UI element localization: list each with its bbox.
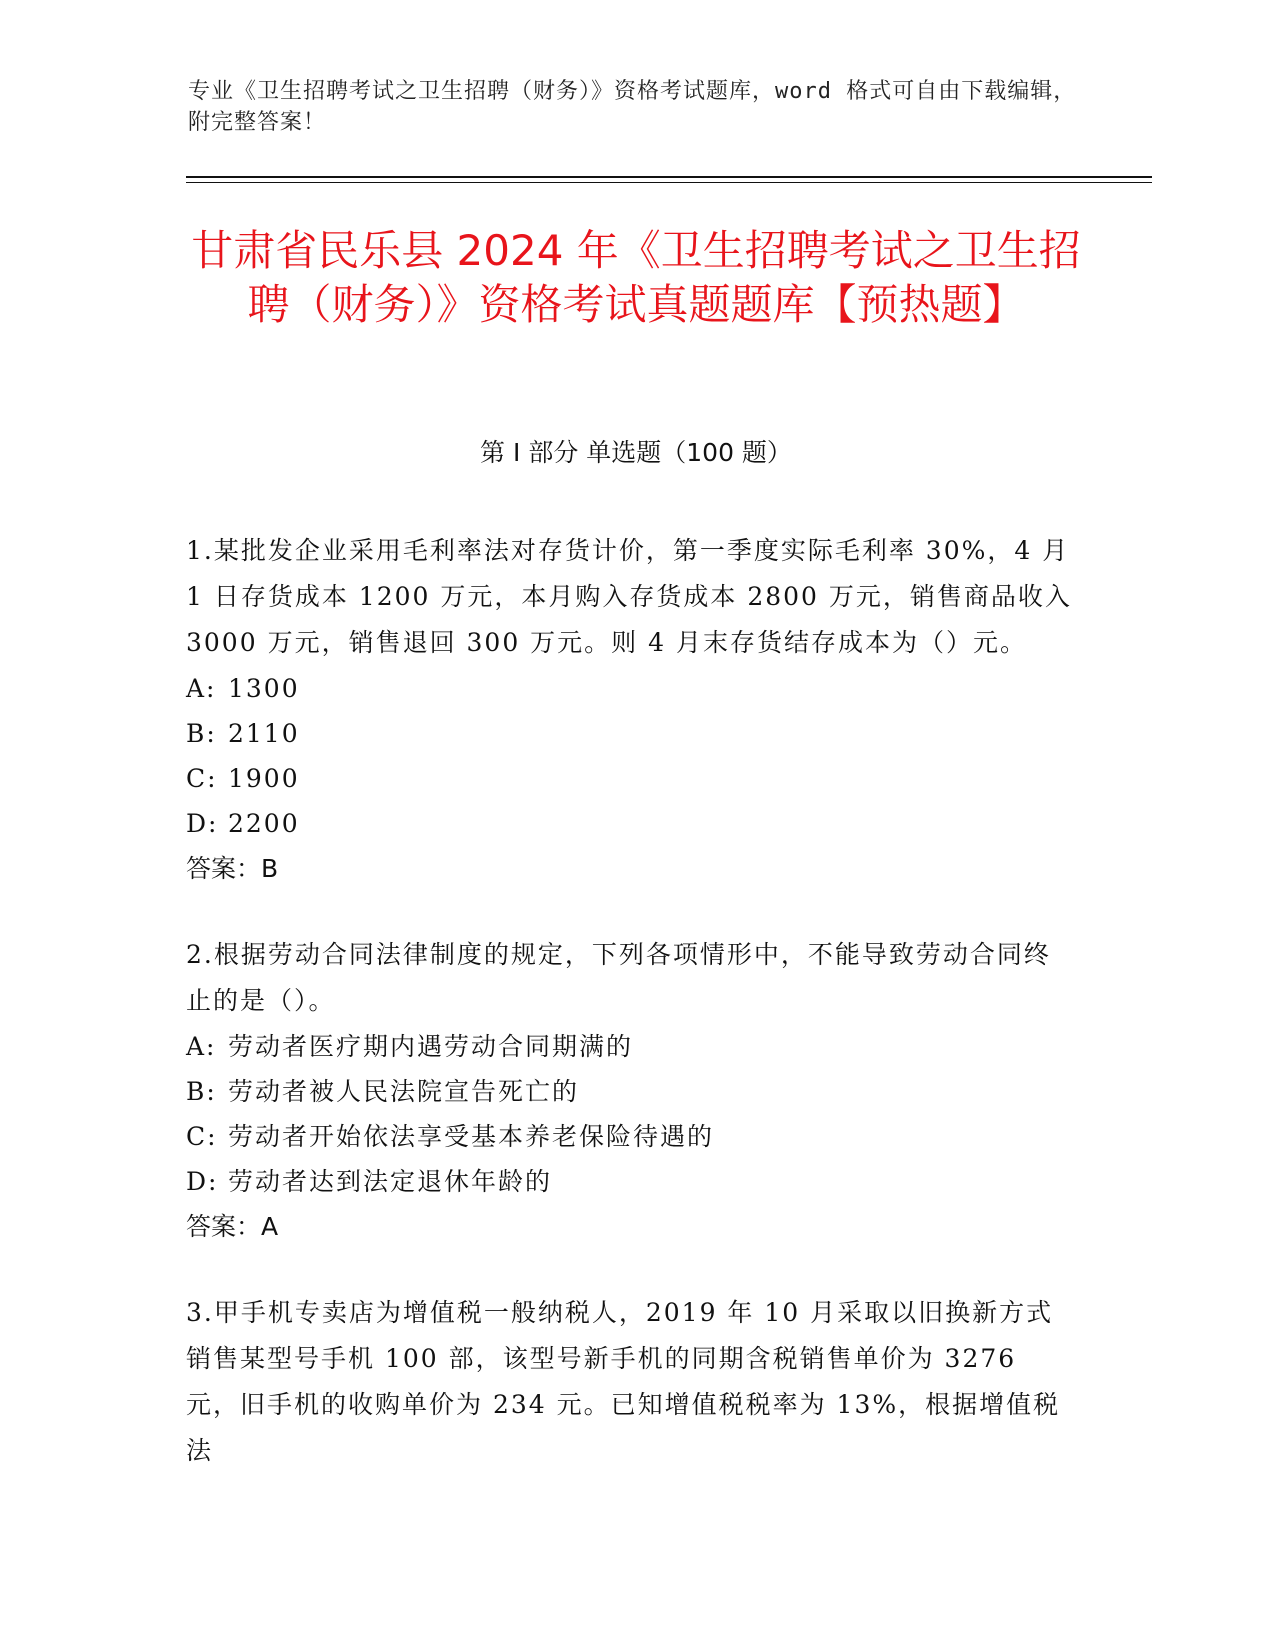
option-key: D: xyxy=(186,1167,219,1196)
question-stem: 2.根据劳动合同法律制度的规定，下列各项情形中，不能导致劳动合同终止的是（）。 xyxy=(186,940,1051,1015)
document-title: 甘肃省民乐县 2024 年《卫生招聘考试之卫生招聘（财务）》资格考试真题题库【预热题】 xyxy=(191,226,1081,329)
option-key: A: xyxy=(186,1032,217,1061)
option-a xyxy=(186,1024,1076,1069)
option-text: 2110 xyxy=(228,719,300,748)
option-text: 劳动者医疗期内遇劳动合同期满的 xyxy=(228,1032,634,1061)
option-d xyxy=(186,1159,1076,1204)
question-answer: 答案：A xyxy=(186,1212,279,1241)
option-a xyxy=(186,666,1076,711)
option-d xyxy=(186,801,1076,846)
option-key: B: xyxy=(186,1077,217,1106)
section-title: 第 I 部分 单选题（100 题） xyxy=(480,438,792,467)
option-b xyxy=(186,1069,1076,1114)
question-stem: 1.某批发企业采用毛利率法对存货计价，第一季度实际毛利率 30%，4 月 1 日存货成本 1200 万元，本月购入存货成本 2800 万元，销售商品收入 3000 万元，销售退回 300 万元。则 4 月末存货结存成本为（）元。 xyxy=(186,536,1072,657)
question-1 xyxy=(186,528,1076,891)
question-3 xyxy=(186,1290,1076,1474)
option-b xyxy=(186,711,1076,756)
option-text: 劳动者开始依法享受基本养老保险待遇的 xyxy=(228,1122,715,1151)
option-c xyxy=(186,756,1076,801)
question-2 xyxy=(186,932,1076,1249)
option-text: 劳动者被人民法院宣告死亡的 xyxy=(228,1077,580,1106)
question-list xyxy=(186,528,1076,1515)
option-key: D: xyxy=(186,809,219,838)
question-answer: 答案：B xyxy=(186,854,279,883)
option-key: B: xyxy=(186,719,217,748)
header-divider-thin xyxy=(186,182,1152,183)
option-key: C: xyxy=(186,764,218,793)
option-text: 2200 xyxy=(228,809,300,838)
option-text: 1900 xyxy=(228,764,300,793)
option-key: A: xyxy=(186,674,217,703)
option-c xyxy=(186,1114,1076,1159)
question-stem: 3.甲手机专卖店为增值税一般纳税人，2019 年 10 月采取以旧换新方式销售某型号手机 100 部，该型号新手机的同期含税销售单价为 3276 元，旧手机的收购单价为 234 元。已知增值税税率为 13%，根据增值税法 xyxy=(186,1298,1061,1465)
option-text: 1300 xyxy=(228,674,300,703)
option-text: 劳动者达到法定退休年龄的 xyxy=(228,1167,553,1196)
option-key: C: xyxy=(186,1122,218,1151)
header-note: 专业《卫生招聘考试之卫生招聘（财务）》资格考试题库，word 格式可自由下载编辑，附完整答案！ xyxy=(188,79,1077,135)
header-divider-thick xyxy=(186,176,1152,178)
